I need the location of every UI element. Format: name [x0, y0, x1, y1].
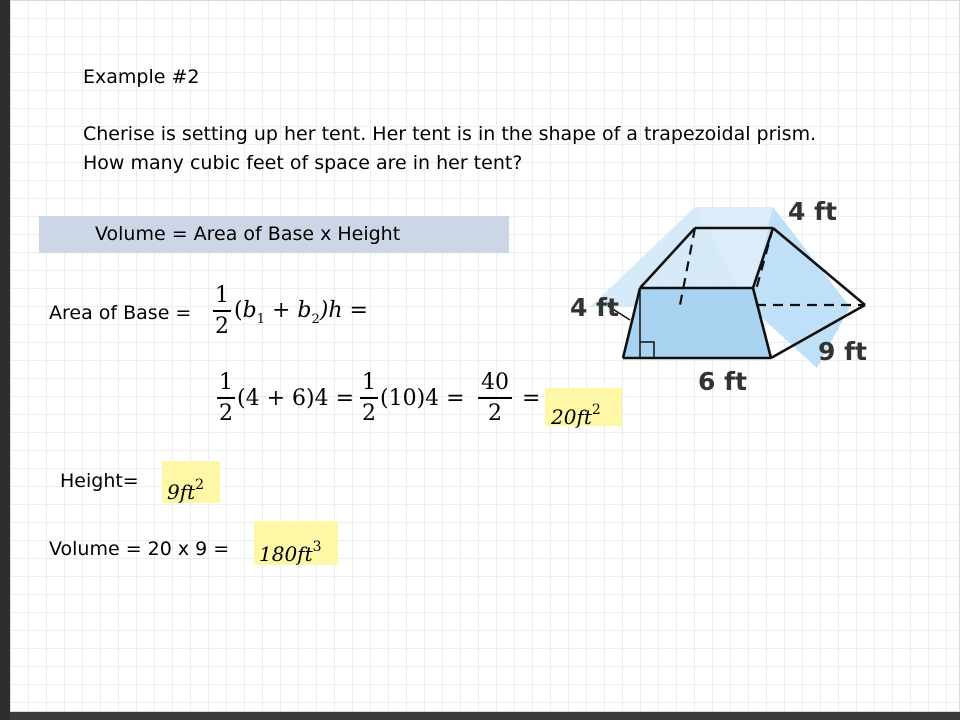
- label-bottom: 6 ft: [698, 367, 747, 396]
- volume-label: Volume = 20 x 9 =: [49, 538, 230, 560]
- height-answer: [162, 461, 220, 503]
- calc-f1-num: 1: [219, 370, 233, 395]
- area-b1: b: [242, 298, 257, 323]
- example-heading: Example #2: [83, 66, 200, 88]
- slide-binder-edge: [0, 0, 10, 720]
- fraction-bar: [213, 310, 231, 312]
- calc-f2-num: 1: [362, 370, 376, 395]
- prism-front-trapezoid: [623, 288, 771, 358]
- area-open-paren: (: [234, 298, 243, 323]
- volume-formula: Volume = Area of Base x Height: [95, 223, 401, 245]
- calc-fraction-2: [360, 370, 378, 426]
- area-fraction: [213, 283, 231, 339]
- volume-answer-value: 180ft: [259, 542, 313, 566]
- height-answer-value: 9ft: [167, 480, 196, 504]
- calc-part-2: (10)4 =: [380, 386, 465, 411]
- base-area-answer-exponent: 2: [591, 402, 601, 418]
- area-b2: b: [297, 298, 312, 323]
- problem-text: Cherise is setting up her tent. Her tent is in the shape of a trapezoidal prism. How many cubic feet of space are in her tent?: [83, 123, 817, 174]
- area-close: )h =: [319, 298, 368, 323]
- volume-answer: [254, 521, 338, 565]
- area-fraction-denominator: 2: [215, 313, 229, 339]
- volume-formula-bar: [39, 216, 509, 253]
- height-answer-exponent: 2: [195, 477, 205, 493]
- label-top: 4 ft: [788, 197, 837, 226]
- fraction-bar: [360, 397, 378, 399]
- area-of-base-label: Area of Base =: [49, 302, 192, 324]
- base-area-answer-value: 20ft: [551, 405, 592, 429]
- calc-part-3: =: [522, 386, 541, 411]
- height-label: Height=: [60, 470, 139, 492]
- calc-f3-num: 40: [481, 370, 509, 395]
- fraction-bar: [478, 397, 512, 399]
- area-formula-expression: [234, 298, 368, 327]
- calc-f3-den: 2: [488, 400, 502, 426]
- trapezoidal-prism-figure: [560, 190, 880, 400]
- calc-f2-den: 2: [362, 400, 376, 426]
- calc-part-1: (4 + 6)4 =: [237, 386, 355, 411]
- calc-f1-den: 2: [219, 400, 233, 426]
- area-sub1: 1: [256, 312, 265, 327]
- fraction-bar: [217, 397, 235, 399]
- area-sub2: 2: [311, 312, 320, 327]
- slide: [10, 0, 960, 712]
- area-plus: +: [271, 298, 291, 323]
- volume-answer-exponent: 3: [312, 539, 322, 555]
- calc-fraction-3: [478, 370, 512, 426]
- calc-fraction-1: [217, 370, 235, 426]
- label-left: 4 ft: [570, 293, 619, 322]
- label-right: 9 ft: [818, 337, 867, 366]
- area-fraction-numerator: 1: [215, 283, 229, 308]
